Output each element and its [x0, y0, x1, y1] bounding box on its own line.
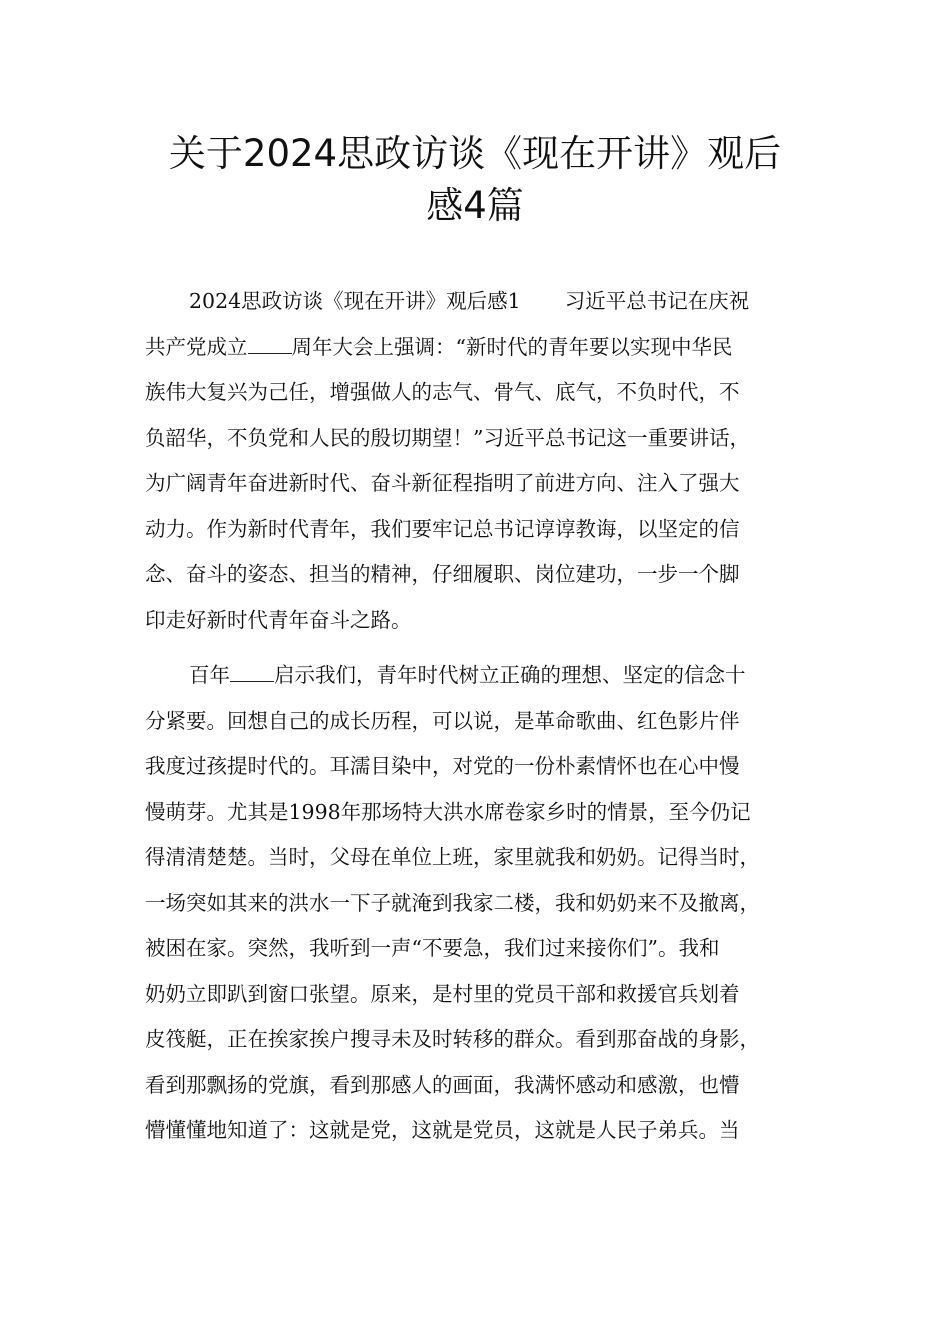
paragraph-line: 族伟大复兴为己任，增强做人的志气、骨气、底气，不负时代，不 — [145, 380, 740, 404]
paragraph-line: 分紧要。回想自己的成长历程，可以说，是革命歌曲、红色影片伴 — [145, 708, 740, 733]
paragraph-line: 负韶华，不负党和人民的殷切期望！”习近平总书记这一重要讲话， — [145, 425, 750, 450]
document-title — [120, 128, 830, 232]
paragraph-2 — [145, 653, 825, 1154]
paragraph-line: 懵懂懂地知道了：这就是党，这就是党员，这就是人民子弟兵。当 — [145, 1118, 740, 1142]
paragraph-line: 我度过孩提时代的。耳濡目染中，对党的一份朴素情怀也在心中慢 — [145, 754, 740, 778]
line-text: 百年 — [189, 663, 230, 687]
line-text: 周年大会上强调：“新时代的青年要以实现中华民 — [291, 334, 733, 359]
paragraph-line: 一场突如其来的洪水一下子就淹到我家二楼，我和奶奶来不及撤离， — [145, 890, 760, 915]
document-body — [145, 279, 825, 1154]
paragraph-line: 为广阔青年奋进新时代、奋斗新征程指明了前进方向、注入了强大 — [145, 471, 740, 495]
paragraph-line: 念、奋斗的姿态、担当的精神，仔细履职、岗位建功，一步一个脚 — [145, 562, 740, 586]
title-line-2: 感4篇 — [426, 184, 524, 227]
line-text: 共产党成立 — [145, 334, 248, 359]
paragraph-line: 慢萌芽。尤其是1998年那场特大洪水席卷家乡时的情景，至今仍记 — [145, 799, 751, 824]
paragraph-line — [145, 653, 825, 699]
paragraph-line: 得清清楚楚。当时，父母在单位上班，家里就我和奶奶。记得当时， — [145, 845, 760, 869]
paragraph-line — [145, 279, 825, 325]
fill-in-blank — [230, 663, 274, 682]
paragraph-line: 奶奶立即趴到窗口张望。原来，是村里的党员干部和救援官兵划着 — [145, 981, 740, 1006]
paragraph-1 — [145, 279, 825, 643]
line-text: 2024思政访谈《现在开讲》观后感1 — [189, 289, 521, 313]
paragraph-line: 动力。作为新时代青年，我们要牢记总书记谆谆教诲，以坚定的信 — [145, 516, 740, 541]
line-text: 习近平总书记在庆祝 — [564, 289, 750, 313]
line-text: 启示我们，青年时代树立正确的理想、坚定的信念十 — [274, 663, 746, 687]
fill-in-blank — [248, 335, 292, 354]
paragraph-line: 印走好新时代青年奋斗之路。 — [145, 607, 412, 632]
title-line-1: 关于2024思政访谈《现在开讲》观后 — [168, 132, 782, 175]
paragraph-line: 被困在家。突然，我听到一声“不要急，我们过来接你们”。我和 — [145, 936, 720, 960]
paragraph-line — [145, 325, 825, 371]
paragraph-line: 皮筏艇，正在挨家挨户搜寻未及时转移的群众。看到那奋战的身影， — [145, 1027, 760, 1051]
paragraph-line: 看到那飘扬的党旗，看到那感人的画面，我满怀感动和感激，也懵 — [145, 1072, 740, 1097]
